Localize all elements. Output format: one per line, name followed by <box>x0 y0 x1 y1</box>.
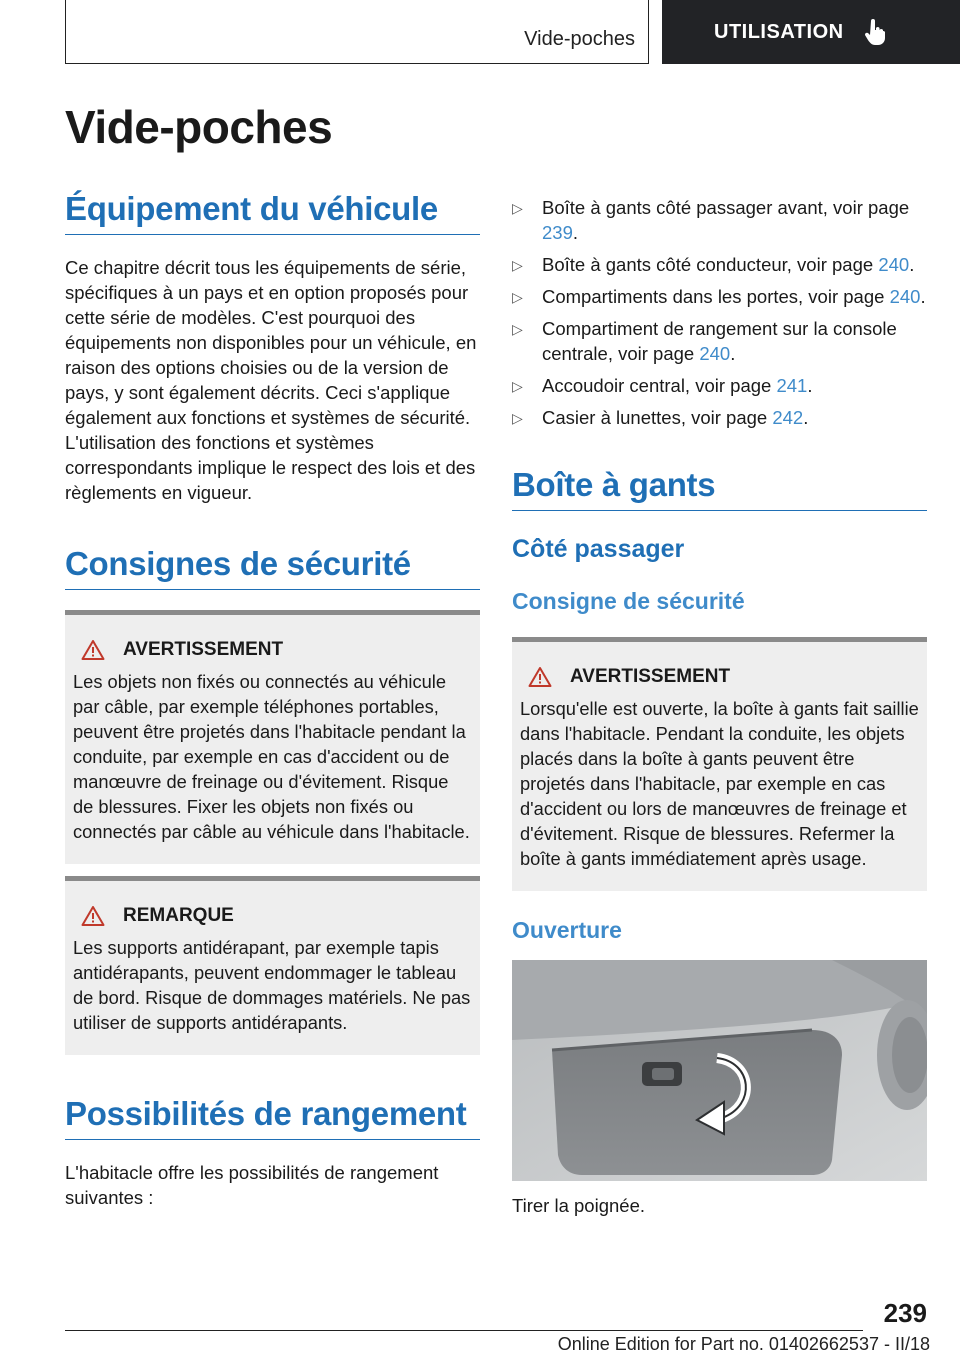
header-chapter-label: UTILISATION <box>714 20 844 43</box>
header-section-title: Vide-poches <box>524 28 635 50</box>
triangle-bullet-icon: ▷ <box>512 321 523 337</box>
left-column <box>65 190 480 1210</box>
warning-box-1 <box>65 610 480 864</box>
footer-divider <box>65 1330 863 1331</box>
glovebox-photo <box>512 960 927 1181</box>
warning-box-3 <box>512 637 927 891</box>
storage-list <box>512 195 927 430</box>
right-column <box>512 195 927 1218</box>
warning-box-2-header <box>73 905 472 927</box>
warning-triangle-icon <box>81 639 105 661</box>
list-item: ▷ Compartiment de rangement sur la console centrale, voir page 240. <box>512 318 897 364</box>
warning-box-2 <box>65 876 480 1055</box>
warning-box-1-label: AVERTISSEMENT <box>123 639 284 660</box>
list-item: ▷ Accoudoir central, voir page 241. <box>512 373 927 398</box>
triangle-bullet-icon: ▷ <box>512 378 523 394</box>
warning-box-3-header <box>520 666 919 688</box>
warning-triangle-icon <box>81 905 105 927</box>
list-item: ▷ Boîte à gants côté passager avant, voir page 239. <box>512 197 910 243</box>
heading-boite-a-gants: Boîte à gants <box>512 466 927 511</box>
heading-cote-passager: Côté passager <box>512 535 685 563</box>
triangle-bullet-icon: ▷ <box>512 257 523 273</box>
warning-box-3-label: AVERTISSEMENT <box>570 666 731 687</box>
heading-ouverture: Ouverture <box>512 917 622 943</box>
list-item: ▷ Boîte à gants côté conducteur, voir page 240. <box>512 252 927 277</box>
triangle-bullet-icon: ▷ <box>512 289 523 305</box>
pointing-hand-icon <box>864 19 886 45</box>
heading-consignes: Consignes de sécurité <box>65 545 480 590</box>
warning-box-2-text: Les supports antidérapant, par exemple tapis antidérapants, peuvent endommager le tableau de bord. Risque de dommages matériels. Ne pas utiliser de supports antidérapants. <box>73 937 471 1033</box>
page-link[interactable]: 242 <box>772 407 804 428</box>
header-divider-right <box>648 0 649 64</box>
heading-rangement: Possibilités de rangement <box>65 1095 480 1140</box>
page-link[interactable]: 241 <box>776 375 808 396</box>
list-item: ▷ Casier à lunettes, voir page 242. <box>512 405 927 430</box>
header-divider-left <box>65 0 66 64</box>
footer-edition: Online Edition for Part no. 01402662537 - II/18 <box>557 1334 930 1354</box>
triangle-bullet-icon: ▷ <box>512 410 523 426</box>
page-number: 239 <box>883 1298 927 1328</box>
photo-caption: Tirer la poignée. <box>512 1195 645 1216</box>
page-link[interactable]: 240 <box>699 343 731 364</box>
paragraph-rangement: L'habitacle offre les possibilités de rangement suivantes : <box>65 1162 439 1208</box>
header-chapter-tab <box>662 0 960 64</box>
header-underline <box>65 63 648 64</box>
warning-triangle-icon <box>528 666 552 688</box>
heading-consigne-securite: Consigne de sécurité <box>512 588 745 614</box>
triangle-bullet-icon: ▷ <box>512 200 523 216</box>
warning-box-1-text: Les objets non fixés ou connectés au véhicule par câble, par exemple téléphones portables, peuvent être projetés dans l'habitacle pendant la conduite, par exemple en cas d'accident ou de manœuvre de freinage ou d'évitement. Risque de blessures. Fixer les objets non fixés ou connectés par câble au véhicule dans l'habitacle. <box>73 671 470 842</box>
list-item: ▷ Compartiments dans les portes, voir page 240. <box>512 284 927 309</box>
warning-box-2-label: REMARQUE <box>123 905 234 926</box>
page-link[interactable]: 239 <box>542 222 573 243</box>
paragraph-equipement: Ce chapitre décrit tous les équipements de série, spécifiques à un pays et en option proposés pour cette série de modèles. C'est pourquoi des équipements non disponibles pour un véhicule, en raison des options choisies ou de la version de pays, y sont également décrits. Ceci s'applique également aux fonctions et systèmes de sécurité. L'utilisation des fonctions et systèmes correspondants implique le respect des lois et des règlements en vigueur. <box>65 257 477 503</box>
page-link[interactable]: 240 <box>878 254 910 275</box>
page-title: Vide-poches <box>65 101 333 153</box>
page-link[interactable]: 240 <box>889 286 921 307</box>
heading-equipement: Équipement du véhicule <box>65 190 480 235</box>
warning-box-3-text: Lorsqu'elle est ouverte, la boîte à gants fait saillie dans l'habitacle. Pendant la conduite, les objets placés dans la boîte à gants peuvent être projetés dans l'habitacle, par exemple en cas d'accident ou lors de manœuvres de freinage et d'évitement. Risque de blessures. Refermer la boîte à gants immédiatement après usage. <box>520 698 919 869</box>
warning-box-1-header <box>73 639 472 661</box>
